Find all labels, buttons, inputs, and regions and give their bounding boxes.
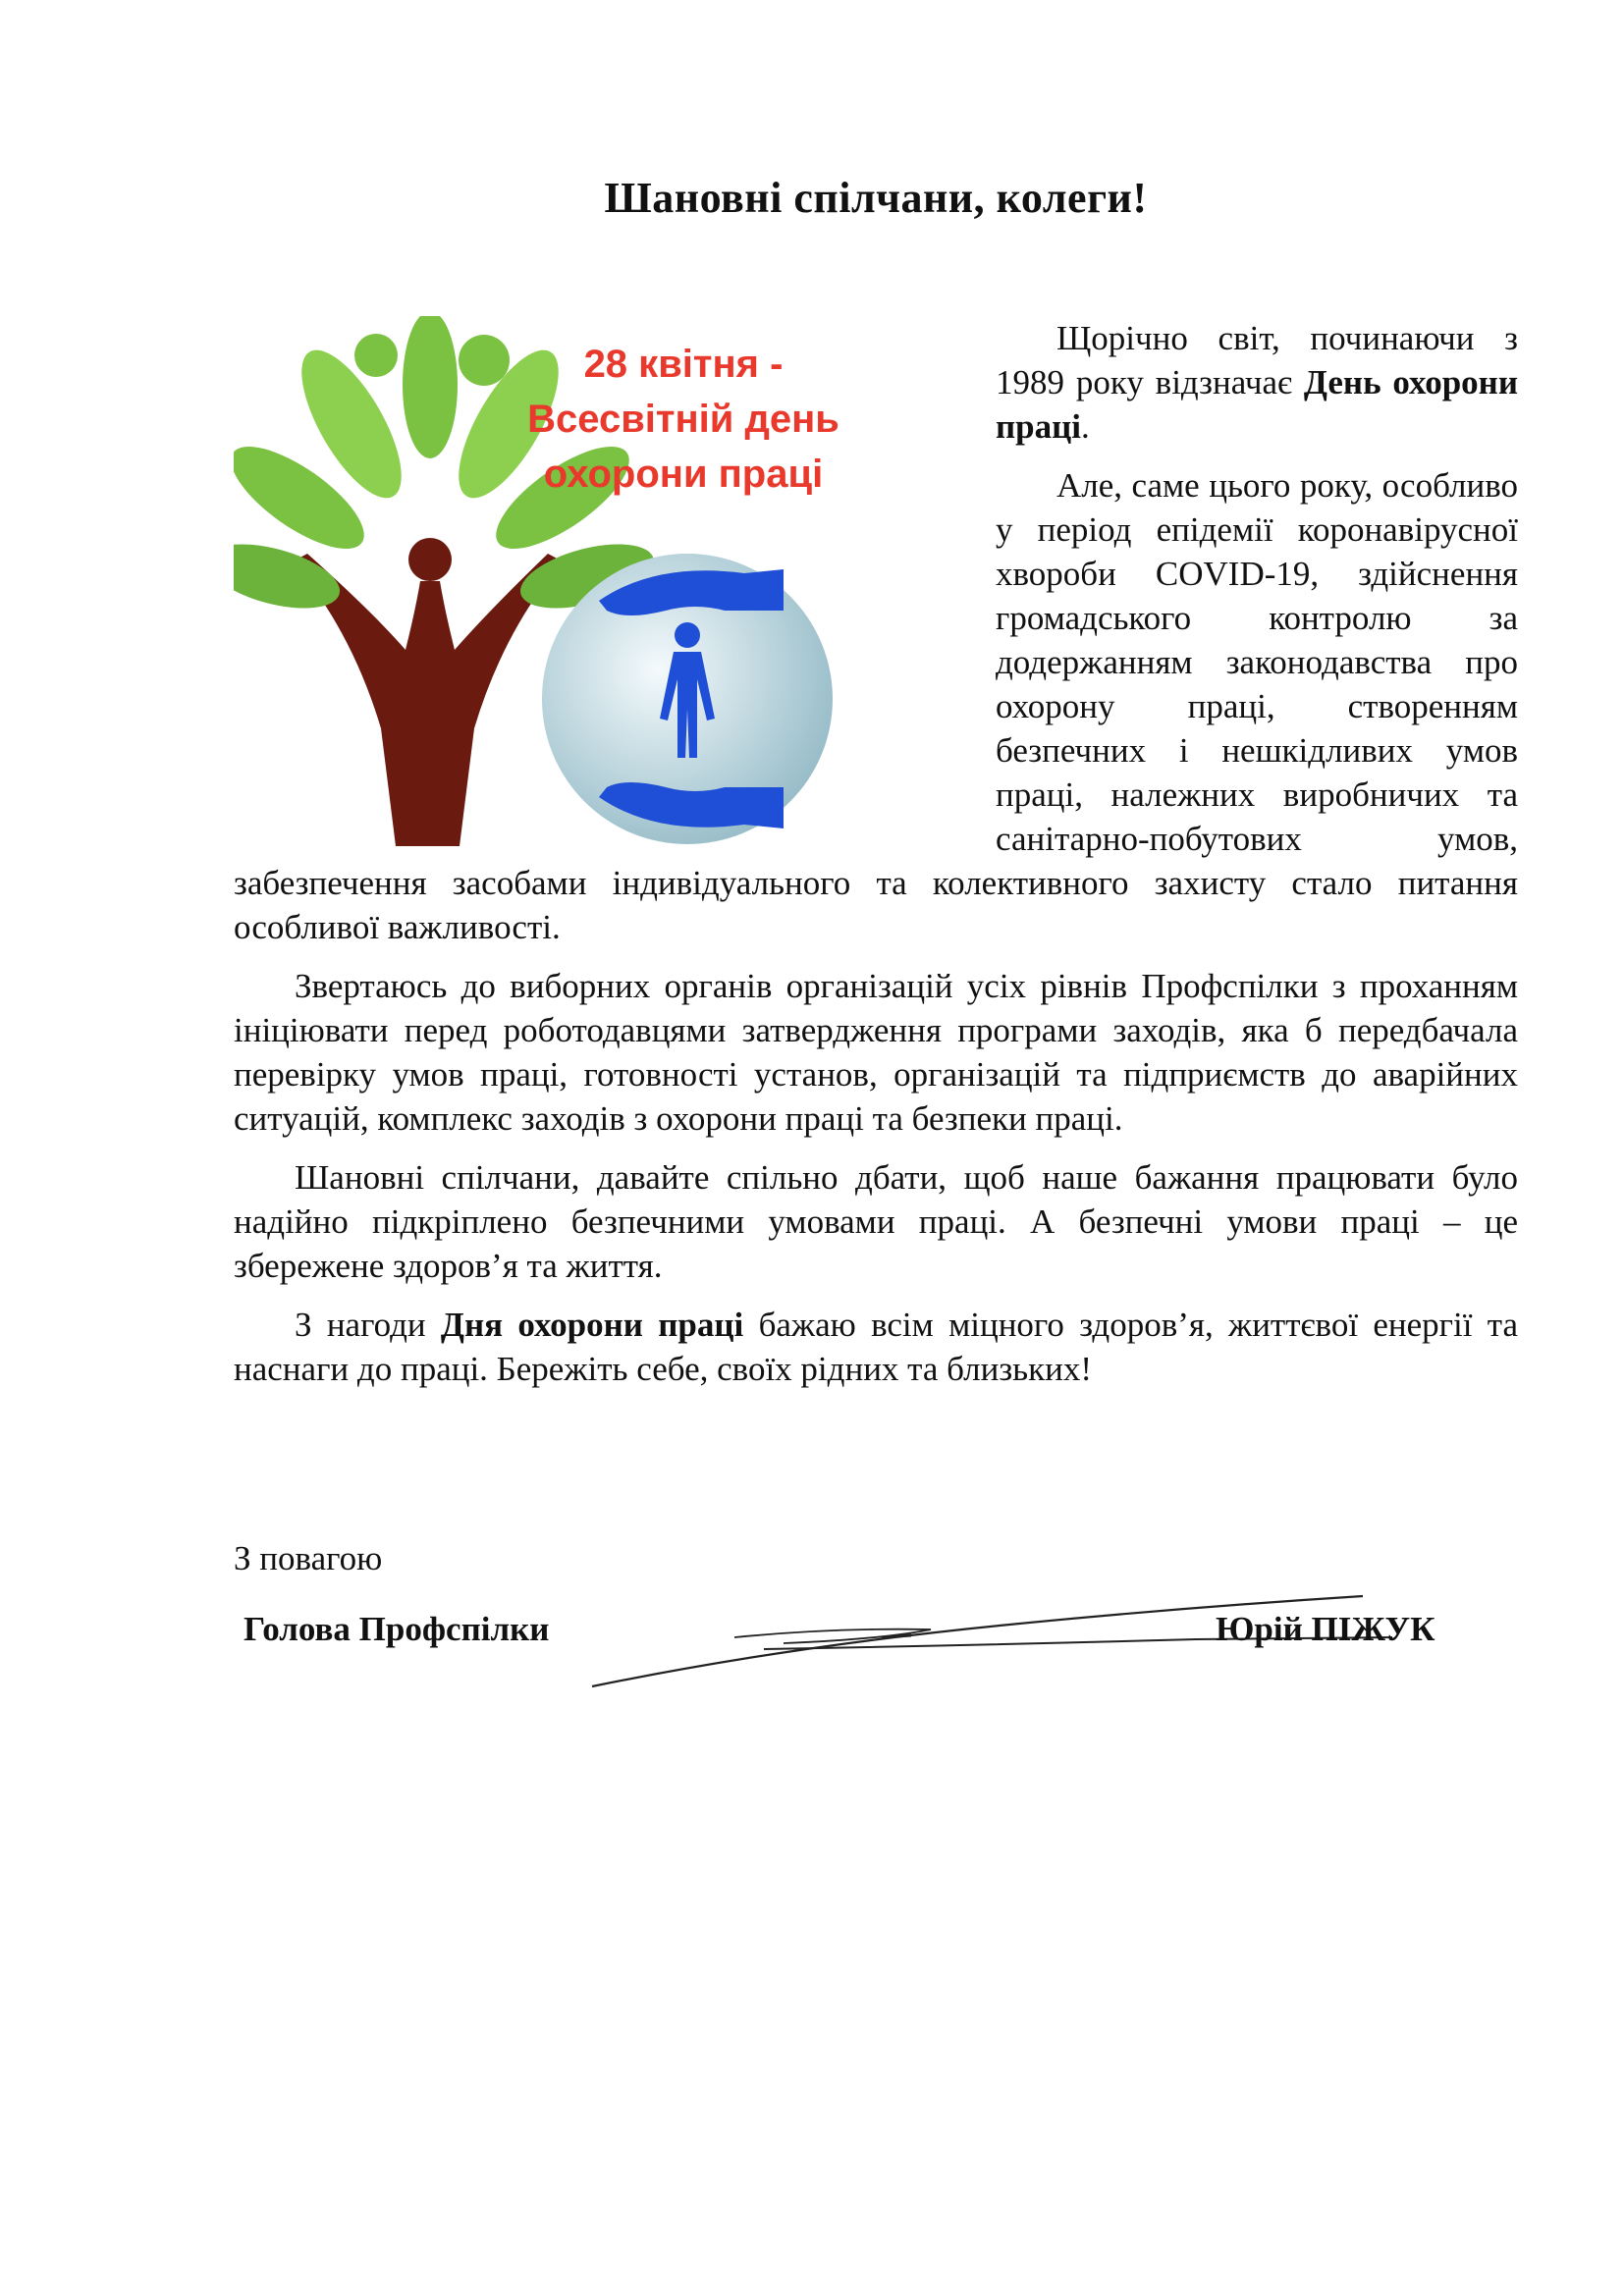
letter-body [234, 316, 1518, 1406]
paragraph-5 [234, 1303, 1518, 1391]
paragraph-5-end: бажаю всім міцного здоров’я, життєвої енергії та наснаги до праці. Бережіть себе, своїх рідних та близьких! [234, 1306, 1518, 1388]
page-title: Шановні спілчани, колеги! [604, 174, 1148, 222]
globe-hands-icon [542, 554, 833, 844]
signer-name: Юрій ПІЖУК [1216, 1610, 1435, 1648]
occupational-safety-day-illustration [234, 316, 974, 846]
signer-position: Голова Профспілки [244, 1610, 550, 1648]
paragraph-5-bold: Дня охорони праці [440, 1306, 744, 1344]
poster-line-3: охорони праці [543, 453, 824, 496]
paragraph-4: Шановні спілчани, давайте спільно дбати, щоб наше бажання працювати було надійно підкріплено безпечними умовами праці. А безпечні умови праці – це збережене здоров’я та життя. [234, 1158, 1518, 1285]
paragraph-1-bold: День охорони праці [996, 363, 1519, 446]
poster-line-1: 28 квітня - [583, 343, 784, 386]
paragraph-5-text: З нагоди [295, 1306, 441, 1344]
paragraph-3: Звертаюсь до виборних органів організацій усіх рівнів Профспілки з проханням ініціювати перед роботодавцями затвердження програми заходів, яка б передбачала перевірку умов праці, готовності установ, організацій та підприємств до аварійних ситуацій, комплекс заходів з охорони праці та безпеки праці. [234, 967, 1518, 1138]
closing-regards: З повагою [234, 1539, 383, 1577]
paragraph-2: Але, саме цього року, особливо у період епідемії коронавірусної хвороби COVID-19, здійснення громадського контролю за додержанням законодавства про охорону праці, створенням безпечних і нешкідливих умов праці, належних виробничих та санітарно-побутових умов, забезпечення засобами індивідуального та колективного захисту стало питання особливої важливості. [234, 466, 1518, 946]
paragraph-1-text: Щорічно світ, починаючи з 1989 року відзначає [996, 319, 1518, 401]
paragraph-1-end: . [1081, 407, 1090, 446]
poster-line-2: Всесвітній день [527, 398, 839, 441]
